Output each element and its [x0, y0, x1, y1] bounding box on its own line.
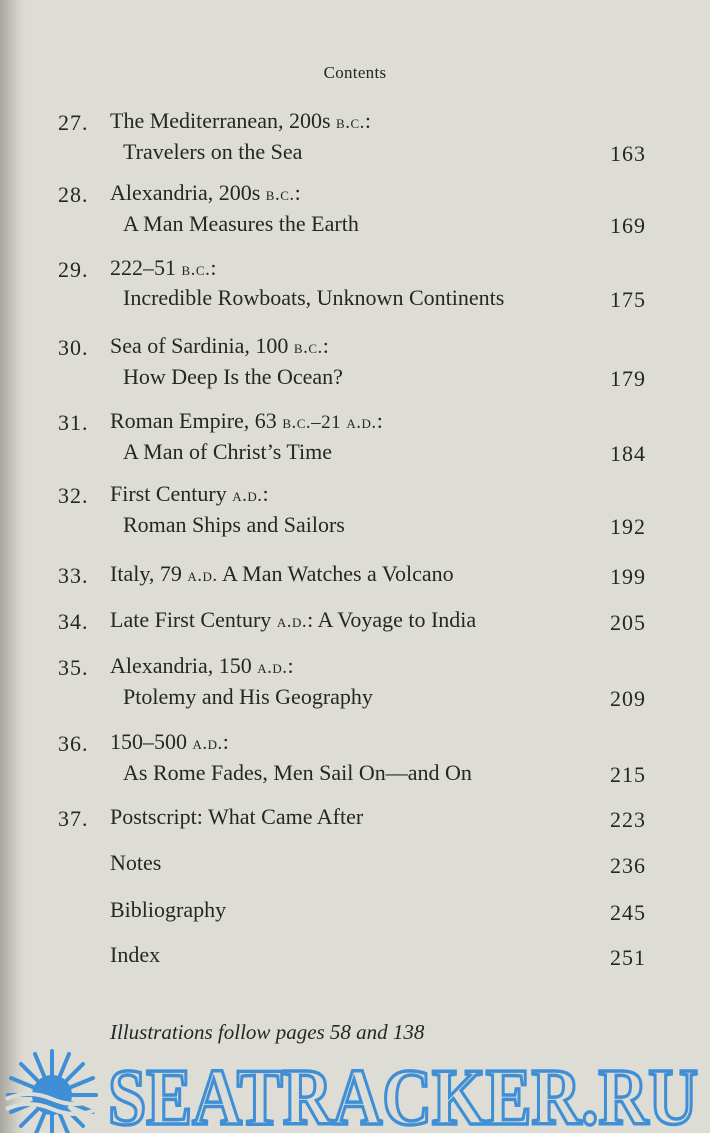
- entry-number: 36.: [58, 731, 89, 756]
- entry-number: 35.: [58, 655, 89, 680]
- entry-subtitle: A Man of Christ’s Time: [123, 439, 333, 464]
- entry-heading: Alexandria, 200s b.c.:: [110, 180, 301, 205]
- entry-page: 205: [610, 610, 646, 635]
- entry-page: 209: [610, 686, 646, 711]
- entry-heading: Italy, 79 a.d. A Man Watches a Volcano: [110, 561, 454, 586]
- entry-number: 27.: [58, 110, 89, 135]
- entry-number: 31.: [58, 410, 89, 435]
- entry-number: 34.: [58, 609, 89, 634]
- entry-heading: First Century a.d.:: [110, 481, 269, 506]
- entry-subtitle: As Rome Fades, Men Sail On—and On: [123, 760, 472, 785]
- entry-page: 175: [610, 287, 646, 312]
- entry-subtitle: Roman Ships and Sailors: [123, 512, 345, 537]
- entry-heading: Late First Century a.d.: A Voyage to India: [110, 607, 477, 632]
- entry-heading: Sea of Sardinia, 100 b.c.:: [110, 333, 329, 358]
- page-edge-shadow: [0, 0, 26, 1133]
- entry-page: 163: [610, 141, 646, 166]
- entry-number: 28.: [58, 182, 89, 207]
- entry-number: 29.: [58, 257, 89, 282]
- entry-page: 245: [610, 900, 646, 925]
- entry-number: 33.: [58, 563, 89, 588]
- entry-page: 236: [610, 853, 646, 878]
- entry-number: 37.: [58, 806, 89, 831]
- entry-page: 192: [610, 514, 646, 539]
- entry-heading: The Mediterranean, 200s b.c.:: [110, 108, 371, 133]
- entry-heading: Bibliography: [110, 897, 227, 922]
- entry-subtitle: Incredible Rowboats, Unknown Continents: [123, 285, 505, 310]
- entry-page: 199: [610, 564, 646, 589]
- watermark-text: SEATRACKER.RU: [108, 1054, 698, 1133]
- entry-heading: Roman Empire, 63 b.c.–21 a.d.:: [110, 408, 383, 433]
- entry-heading: Notes: [110, 850, 162, 875]
- entry-heading: Postscript: What Came After: [110, 804, 364, 829]
- entry-page: 179: [610, 366, 646, 391]
- entry-heading: Alexandria, 150 a.d.:: [110, 653, 294, 678]
- entry-number: 30.: [58, 335, 89, 360]
- illustrations-note: Illustrations follow pages 58 and 138: [110, 1020, 425, 1044]
- entry-heading: 150–500 a.d.:: [110, 729, 229, 754]
- running-head: Contents: [323, 63, 387, 82]
- watermark: [0, 1045, 710, 1133]
- sun-logo-icon: [6, 1051, 98, 1133]
- entry-page: 251: [610, 945, 646, 970]
- entry-subtitle: A Man Measures the Earth: [123, 211, 359, 236]
- entry-page: 215: [610, 762, 646, 787]
- entry-page: 169: [610, 213, 646, 238]
- entry-subtitle: Travelers on the Sea: [123, 139, 303, 164]
- entry-page: 223: [610, 807, 646, 832]
- entry-page: 184: [610, 441, 646, 466]
- entry-heading: Index: [110, 942, 161, 967]
- entry-heading: 222–51 b.c.:: [110, 255, 217, 280]
- entry-subtitle: Ptolemy and His Geography: [123, 684, 373, 709]
- entry-number: 32.: [58, 483, 89, 508]
- entry-subtitle: How Deep Is the Ocean?: [123, 364, 343, 389]
